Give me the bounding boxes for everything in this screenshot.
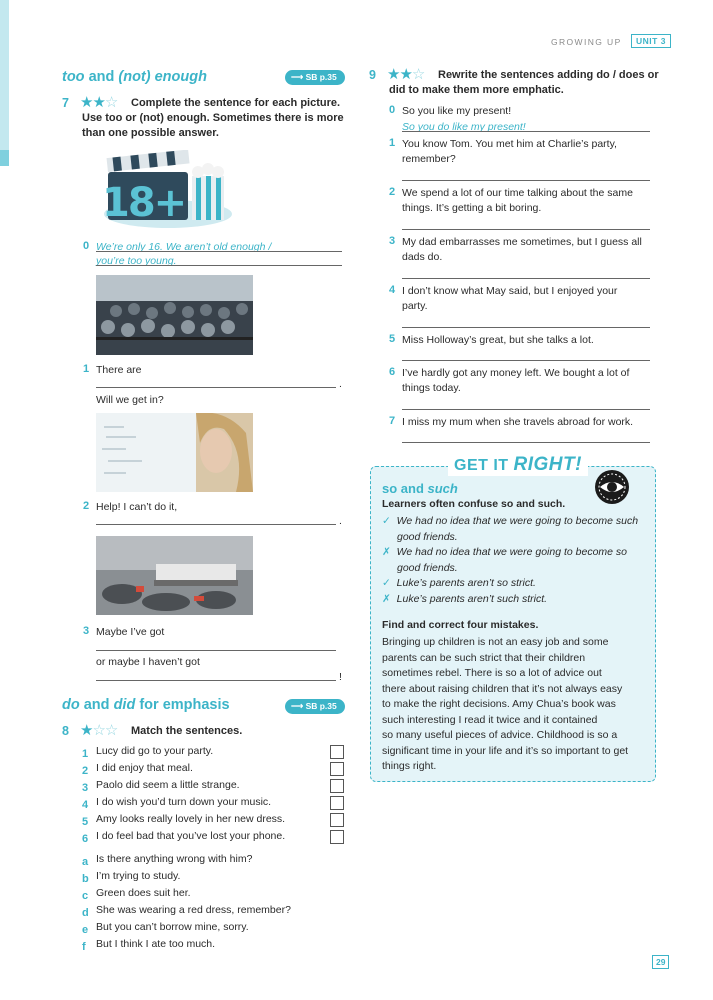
option-letter: b <box>82 873 89 885</box>
item-sentence: I miss my mum when she travels abroad for work. <box>402 416 634 428</box>
age-rating-label: 18+ <box>102 180 186 226</box>
difficulty-stars-icon: ★★☆ <box>387 66 425 83</box>
picture-age-rating <box>100 150 240 232</box>
exercise-number: 8 <box>62 724 69 738</box>
sentence-end: . <box>339 378 342 390</box>
paragraph-line: so many useful pieces of advice. Childhood is so a <box>382 729 618 741</box>
example-answer-line2: you’re too young. <box>96 255 177 267</box>
item-number: 6 <box>82 833 89 845</box>
option-letter: e <box>82 924 89 936</box>
item-text: I did enjoy that meal. <box>96 762 193 774</box>
item-text: Lucy did go to your party. <box>96 745 214 757</box>
arrow-right-icon: ⟶ <box>291 701 306 711</box>
learners-note: Learners often confuse so and such. <box>382 498 566 510</box>
option-letter: c <box>82 890 89 902</box>
answer-line <box>96 265 342 266</box>
example-answer-line1: We’re only 16. We aren’t old enough / <box>96 241 272 253</box>
item-number: 0 <box>389 104 396 116</box>
answer-line[interactable] <box>96 680 336 681</box>
exercise-number: 7 <box>62 96 69 110</box>
exercise-instruction: Match the sentences. <box>131 725 243 737</box>
item-sentence: So you like my present! <box>402 105 512 117</box>
item-sentence: My dad embarrasses me sometimes, but I guess all <box>402 236 642 248</box>
item-number: 0 <box>83 240 90 252</box>
difficulty-stars-icon: ★☆☆ <box>80 722 118 739</box>
sb-reference-badge: ⟶ SB p.35 <box>285 70 345 85</box>
exercise-number: 9 <box>369 68 376 82</box>
difficulty-stars-icon: ★★☆ <box>80 94 118 111</box>
page-edge-strip <box>0 0 9 150</box>
item-number: 2 <box>83 500 90 512</box>
paragraph-line: parents can be such strict that their children <box>382 651 586 664</box>
section-title-do-did: do and did for emphasis <box>62 697 230 713</box>
option-text: I’m trying to study. <box>96 870 181 882</box>
item-prompt: Help! I can’t do it, <box>96 501 178 513</box>
item-number: 3 <box>389 235 396 247</box>
match-options-list <box>82 852 344 954</box>
item-number: 2 <box>82 765 89 777</box>
paragraph-line: such interesting I read it twice and it contained <box>382 713 598 726</box>
item-number: 4 <box>389 284 396 296</box>
answer-line[interactable] <box>402 360 650 361</box>
section-title-too-enough: too and (not) enough <box>62 69 207 85</box>
answer-line <box>96 251 342 252</box>
option-letter: d <box>82 907 89 919</box>
item-number: 5 <box>82 816 89 828</box>
section-header: GROWING UP <box>551 37 622 47</box>
list-item <box>82 920 344 937</box>
answer-line[interactable] <box>402 278 650 279</box>
item-number: 7 <box>389 415 396 427</box>
item-sentence: You know Tom. You met him at Charlie’s party, <box>402 138 617 150</box>
item-number: 1 <box>389 137 396 149</box>
check-icon: ✓ <box>382 515 391 527</box>
item-text: Amy looks really lovely in her new dress. <box>96 813 286 825</box>
list-item <box>82 886 344 903</box>
answer-line[interactable] <box>402 229 650 230</box>
match-answer-box[interactable] <box>330 779 344 793</box>
exercise-instruction-line1: Rewrite the sentences adding do / does or <box>438 69 659 81</box>
example-correct: ✓ We had no idea that we were going to become such <box>382 515 639 527</box>
item-sentence: things today. <box>402 382 461 394</box>
paragraph-line: Bringing up children is not an easy job and some <box>382 636 609 648</box>
item-number: 4 <box>82 799 89 811</box>
cross-icon: ✗ <box>382 592 391 605</box>
item-number: 2 <box>389 186 396 198</box>
answer-line[interactable] <box>402 180 650 181</box>
exercise-instruction: Complete the sentence for each picture. Use too or (not) enough. Sometimes there is more than one possible answer. <box>82 97 344 139</box>
so-such-examples <box>382 514 647 607</box>
example-incorrect: ✗ We had no idea that we were going to become so <box>382 546 628 558</box>
paragraph-line: things right. <box>382 760 437 772</box>
item-sentence: dads do. <box>402 251 443 263</box>
item-sentence: Miss Holloway’s great, but she talks a lot. <box>402 334 594 346</box>
sb-reference-badge: ⟶ SB p.35 <box>285 699 345 714</box>
task-instruction: Find and correct four mistakes. <box>382 619 539 631</box>
list-item <box>82 937 344 954</box>
item-sentence: things. It’s getting a bit boring. <box>402 202 542 214</box>
example-incorrect: ✗ Luke’s parents aren’t such strict. <box>382 592 548 605</box>
paragraph-line: significant time in your life and it’s so important to get <box>382 744 629 757</box>
list-item <box>82 852 344 869</box>
example-continuation: good friends. <box>397 561 458 574</box>
match-answer-box[interactable] <box>330 745 344 759</box>
list-item <box>82 903 344 920</box>
match-sentences-list <box>82 744 344 846</box>
option-text: She was wearing a red dress, remember? <box>96 904 291 916</box>
arrow-right-icon: ⟶ <box>291 72 306 82</box>
sentence-end: . <box>339 515 342 527</box>
example-correct: ✓ Luke’s parents aren’t so strict. <box>382 577 536 589</box>
item-sentence: We spend a lot of our time talking about the same <box>402 187 633 199</box>
item-prompt: Maybe I’ve got <box>96 626 165 638</box>
exercise-instruction-line2: did to make them more emphatic. <box>389 84 564 96</box>
item-continuation: Will we get in? <box>96 394 164 406</box>
item-sentence: I’ve hardly got any money left. We bought a lot of <box>402 367 630 379</box>
list-item <box>82 778 344 795</box>
match-answer-box[interactable] <box>330 762 344 776</box>
picture-crowd-queue <box>96 275 253 355</box>
eye-badge-icon <box>594 469 630 505</box>
list-item <box>82 744 344 761</box>
item-number: 6 <box>389 366 396 378</box>
page-number: 29 <box>652 955 669 969</box>
match-answer-box[interactable] <box>330 813 344 827</box>
option-letter: f <box>82 941 86 953</box>
item-number: 1 <box>83 363 90 375</box>
answer-line[interactable] <box>96 650 336 651</box>
item-sentence: I don’t know what May said, but I enjoyed your <box>402 285 618 297</box>
option-text: But you can’t borrow mine, sorry. <box>96 921 249 933</box>
answer-line[interactable] <box>96 387 336 388</box>
answer-line[interactable] <box>402 442 650 443</box>
list-item <box>82 795 344 812</box>
option-text: Is there anything wrong with him? <box>96 853 253 865</box>
item-continuation: or maybe I haven’t got <box>96 656 200 668</box>
paragraph-line: there about raising children that it’s not always easy <box>382 682 623 695</box>
option-text: But I think I ate too much. <box>96 938 216 950</box>
item-number: 3 <box>83 625 90 637</box>
list-item <box>82 829 344 846</box>
item-sentence: party. <box>402 300 428 312</box>
list-item <box>82 869 344 886</box>
get-it-right-title: GET IT RIGHT! <box>448 454 588 476</box>
option-letter: a <box>82 856 89 868</box>
item-number: 3 <box>82 782 89 794</box>
example-continuation: good friends. <box>397 530 458 543</box>
list-item <box>82 761 344 778</box>
item-prompt: There are <box>96 364 142 376</box>
paragraph-line: to make the right decisions. Amy Chua’s book was <box>382 698 616 710</box>
example-answer: So you do like my present! <box>402 121 526 133</box>
get-it-right-subtitle: so and such <box>382 481 458 496</box>
match-answer-box[interactable] <box>330 796 344 810</box>
picture-girl-whiteboard <box>96 413 253 492</box>
item-sentence: remember? <box>402 153 456 165</box>
item-text: I do wish you’d turn down your music. <box>96 796 272 808</box>
answer-line[interactable] <box>96 524 336 525</box>
error-correction-paragraph <box>382 635 650 775</box>
check-icon: ✓ <box>382 577 391 589</box>
item-number: 5 <box>389 333 396 345</box>
answer-line[interactable] <box>402 409 650 410</box>
page-edge-tab <box>0 150 9 166</box>
sentence-end: ! <box>339 671 342 683</box>
answer-line[interactable] <box>402 327 650 328</box>
list-item <box>82 812 344 829</box>
option-text: Green does suit her. <box>96 887 191 899</box>
item-number: 1 <box>82 748 89 760</box>
picture-messy-room <box>96 536 253 615</box>
match-answer-box[interactable] <box>330 830 344 844</box>
answer-line <box>402 131 650 132</box>
item-text: I do feel bad that you’ve lost your phone. <box>96 830 286 842</box>
item-text: Paolo did seem a little strange. <box>96 779 240 791</box>
unit-badge: UNIT 3 <box>631 34 671 48</box>
cross-icon: ✗ <box>382 546 391 558</box>
paragraph-line: sometimes rebel. There is so a lot of advice out <box>382 667 602 679</box>
